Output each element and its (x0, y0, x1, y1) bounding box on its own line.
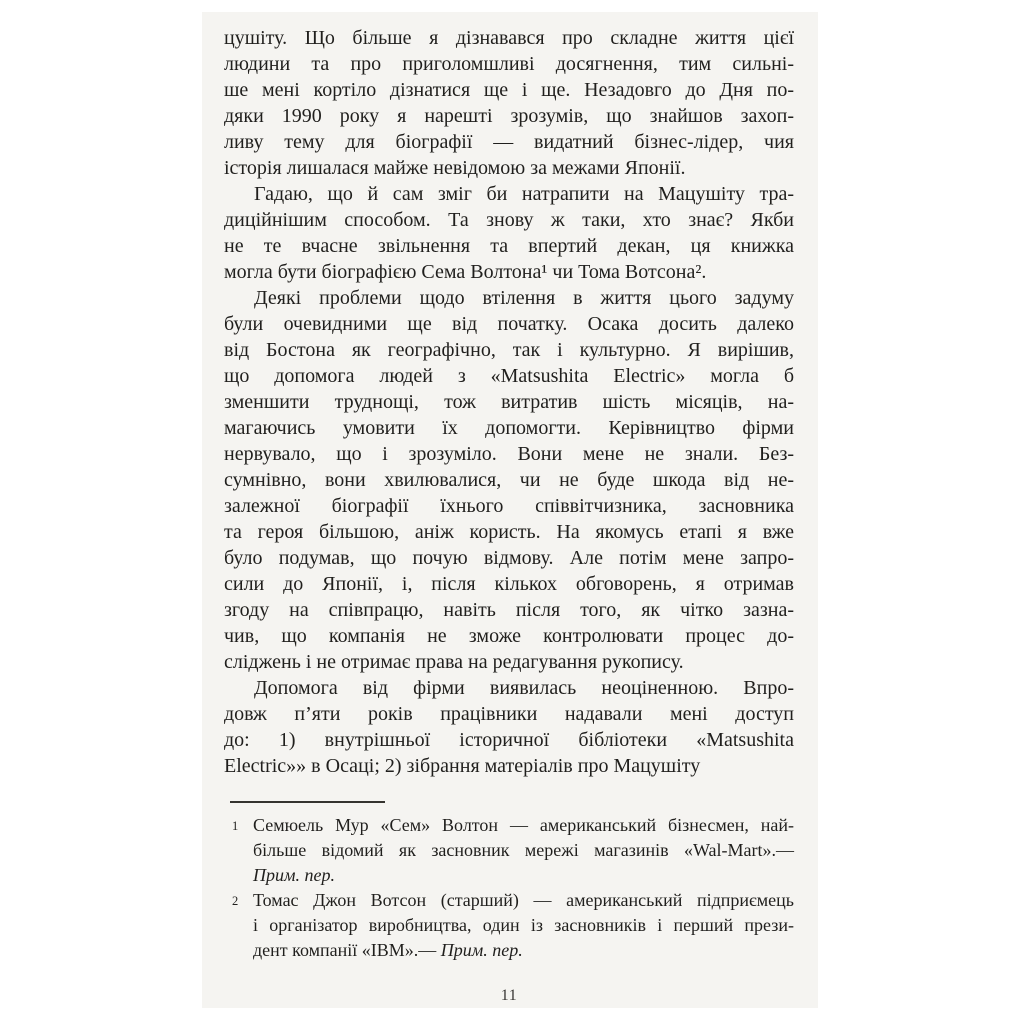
text-line: що допомога людей з «Matsushita Electric» могла б (224, 365, 794, 387)
text-line: ше мені кортіло дізнатися ще і ще. Незадовго до Дня по- (224, 79, 794, 101)
text-line: людини та про приголомшливі досягнення, тим сильні- (224, 53, 794, 75)
text-line: сили до Японії, і, після кількох обговорень, я отримав (224, 573, 794, 595)
footnote-line (253, 938, 794, 963)
footnote-line: більше відомий як засновник мережі магазинів «Wal-Mart».— (253, 840, 794, 860)
text-line: Гадаю, що й сам зміг би натрапити на Мацушіту тра- (254, 183, 794, 205)
paragraph (224, 285, 794, 675)
text-line: та героя більшою, аніж користь. На якомусь етапі я вже (224, 521, 794, 543)
text-line: сліджень і не отримає права на редагування рукопису. (224, 651, 684, 673)
translator-note: Прим. пер. (440, 940, 523, 960)
text-line: нервувало, що і зрозуміло. Вони мене не знали. Без- (224, 443, 794, 465)
footnote-separator (230, 801, 385, 803)
text-line: могла бути біографією Сема Волтона¹ чи Тома Вотсона². (224, 261, 707, 283)
paragraph (224, 675, 794, 779)
page-number: 11 (500, 987, 518, 1004)
text-line: дяки 1990 року я нарешті зрозумів, що знайшов захоп- (224, 105, 794, 127)
text-line: було подумав, що почую відмову. Але потім мене запро- (224, 547, 794, 569)
text-line: згоду на співпрацю, навіть після того, як чітко зазна- (224, 599, 794, 621)
footnote-text: дент компанії «IBM».— (253, 940, 441, 960)
text-line: були очевидними ще від початку. Осака досить далеко (224, 313, 794, 335)
text-line: довж п’яти років працівники надавали мені доступ (224, 703, 794, 725)
text-line: цушіту. Що більше я дізнавався про складне життя цієї (224, 27, 794, 49)
footnote-line: Семюель Мур «Сем» Волтон — американський бізнесмен, най- (253, 815, 794, 835)
text-line: Electric»» в Осаці; 2) зібрання матеріалів про Мацушіту (224, 755, 701, 777)
text-line: Допомога від фірми виявилась неоціненною. Впро- (254, 677, 794, 699)
footnote-line (253, 863, 794, 888)
text-line: історія лишалася майже невідомою за межами Японії. (224, 157, 686, 179)
text-line: магаючись умовити їх допомогти. Керівництво фірми (224, 417, 794, 439)
footnote (224, 813, 794, 888)
footnote-line: Томас Джон Вотсон (старший) — американський підприємець (253, 890, 794, 910)
text-line: зменшити труднощі, тож витратив шість місяців, на- (224, 391, 794, 413)
text-line: до: 1) внутрішньої історичної бібліотеки «Matsushita (224, 729, 794, 751)
text-line: ливу тему для біографії — видатний бізнес-лідер, чия (224, 131, 794, 153)
text-line: від Бостона як географічно, так і культурно. Я вирішив, (224, 339, 794, 361)
footnote-line: і організатор виробництва, один із засновників і перший прези- (253, 915, 794, 935)
paragraph (224, 25, 794, 181)
footnote (224, 888, 794, 963)
text-line: не те вчасне звільнення та впертий декан, ця книжка (224, 235, 794, 257)
book-page (202, 12, 818, 1008)
footnote-marker: 1 (232, 819, 239, 833)
paragraph (224, 181, 794, 285)
footnote-marker: 2 (232, 894, 239, 908)
text-line: залежної біографії їхнього співвітчизника, засновника (224, 495, 794, 517)
translator-note: Прим. пер. (253, 865, 335, 885)
text-line: Деякі проблеми щодо втілення в життя цього задуму (254, 287, 794, 309)
text-line: диційнішим способом. Та знову ж таки, хто знає? Якби (224, 209, 794, 231)
text-line: чив, що компанія не зможе контролювати процес до- (224, 625, 794, 647)
text-line: сумнівно, вони хвилювалися, чи не буде шкода від не- (224, 469, 794, 491)
